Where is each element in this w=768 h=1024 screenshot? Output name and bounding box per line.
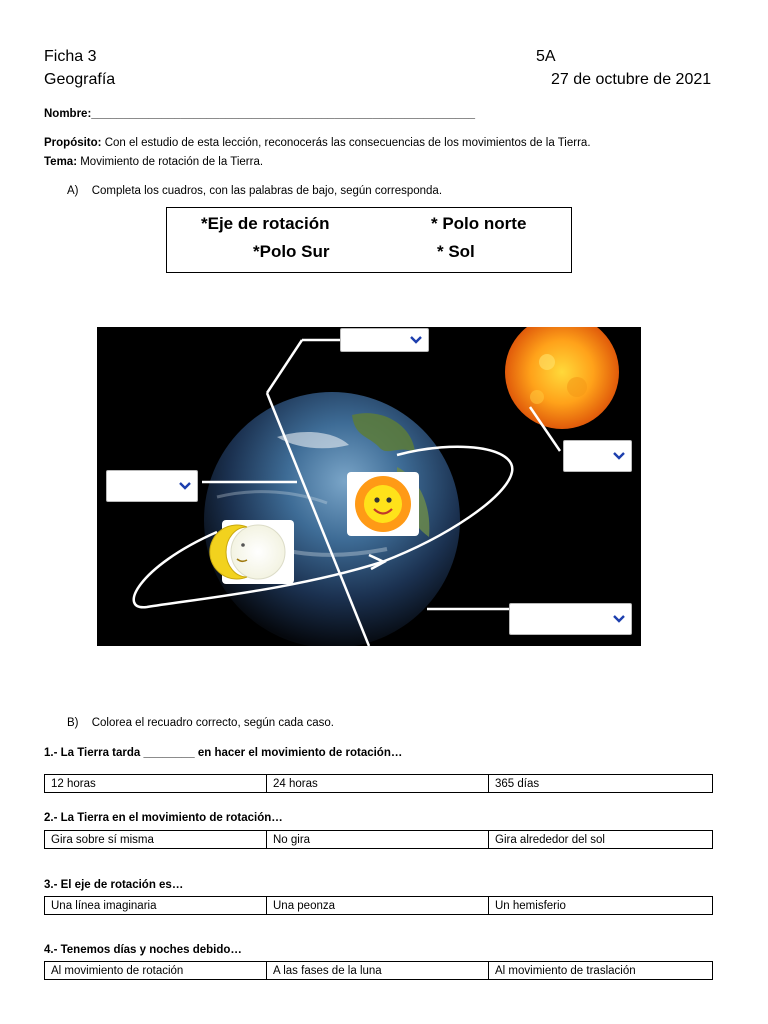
option-cell[interactable]: 365 días	[489, 775, 713, 793]
option-cell[interactable]: 24 horas	[267, 775, 489, 793]
question-4: 4.- Tenemos días y noches debido…	[44, 944, 242, 956]
question-3-options	[44, 896, 713, 915]
word-sol: * Sol	[437, 242, 475, 261]
option-cell[interactable]: A las fases de la luna	[267, 962, 489, 980]
sun-icon	[505, 327, 619, 429]
earth-icon	[204, 392, 460, 646]
section-b-letter: B)	[67, 717, 79, 729]
question-2-options	[44, 830, 713, 849]
dropdown-bottom[interactable]	[509, 603, 632, 635]
question-4-options	[44, 961, 713, 980]
option-cell[interactable]: No gira	[267, 831, 489, 849]
question-1-options	[44, 774, 713, 793]
date-label: 27 de octubre de 2021	[551, 71, 712, 88]
word-polo-sur: *Polo Sur	[253, 242, 330, 261]
section-a-instruction: Completa los cuadros, con las palabras de bajo, según corresponda.	[91, 185, 443, 197]
section-b-instruction: Colorea el recuadro correcto, según cada caso.	[91, 717, 334, 729]
section-a-letter: A)	[67, 185, 79, 197]
name-line: Nombre:____________________________________________________________	[44, 108, 476, 120]
question-2: 2.- La Tierra en el movimiento de rotación…	[44, 812, 283, 824]
section-b-heading	[67, 717, 334, 729]
word-bank	[166, 207, 572, 273]
word-polo-norte: * Polo norte	[431, 214, 527, 233]
option-cell[interactable]: Un hemisferio	[489, 897, 713, 915]
dropdown-left[interactable]	[106, 470, 198, 502]
word-eje-rotacion: *Eje de rotación	[201, 214, 330, 233]
subject-title: Geografía	[44, 71, 116, 88]
option-cell[interactable]: Gira sobre sí misma	[45, 831, 267, 849]
sun-face-icon	[347, 472, 419, 536]
option-cell[interactable]: Una peonza	[267, 897, 489, 915]
worksheet-number: Ficha 3	[44, 48, 97, 65]
purpose-line	[44, 137, 591, 149]
dropdown-top[interactable]	[340, 328, 429, 352]
chevron-down-icon	[613, 615, 625, 623]
chevron-down-icon	[410, 336, 422, 344]
topic-line	[44, 156, 263, 168]
option-cell[interactable]: Gira alrededor del sol	[489, 831, 713, 849]
group-label: 5A	[536, 48, 556, 65]
chevron-down-icon	[179, 482, 191, 490]
topic-label: Tema:	[44, 156, 78, 168]
question-1: 1.- La Tierra tarda ________ en hacer el movimiento de rotación…	[44, 747, 403, 759]
purpose-text: Con el estudio de esta lección, reconocerás las consecuencias de los movimientos de la Tierra.	[101, 137, 591, 149]
option-cell[interactable]: 12 horas	[45, 775, 267, 793]
option-cell[interactable]: Al movimiento de traslación	[489, 962, 713, 980]
purpose-label: Propósito:	[44, 137, 102, 149]
question-3: 3.- El eje de rotación es…	[44, 879, 184, 891]
option-cell[interactable]: Una línea imaginaria	[45, 897, 267, 915]
option-cell[interactable]: Al movimiento de rotación	[45, 962, 267, 980]
section-a-heading	[67, 185, 442, 197]
earth-rotation-figure	[97, 327, 641, 646]
crescent-moon-icon	[210, 520, 294, 584]
chevron-down-icon	[613, 452, 625, 460]
topic-text: Movimiento de rotación de la Tierra.	[77, 156, 264, 168]
dropdown-sun[interactable]	[563, 440, 632, 472]
